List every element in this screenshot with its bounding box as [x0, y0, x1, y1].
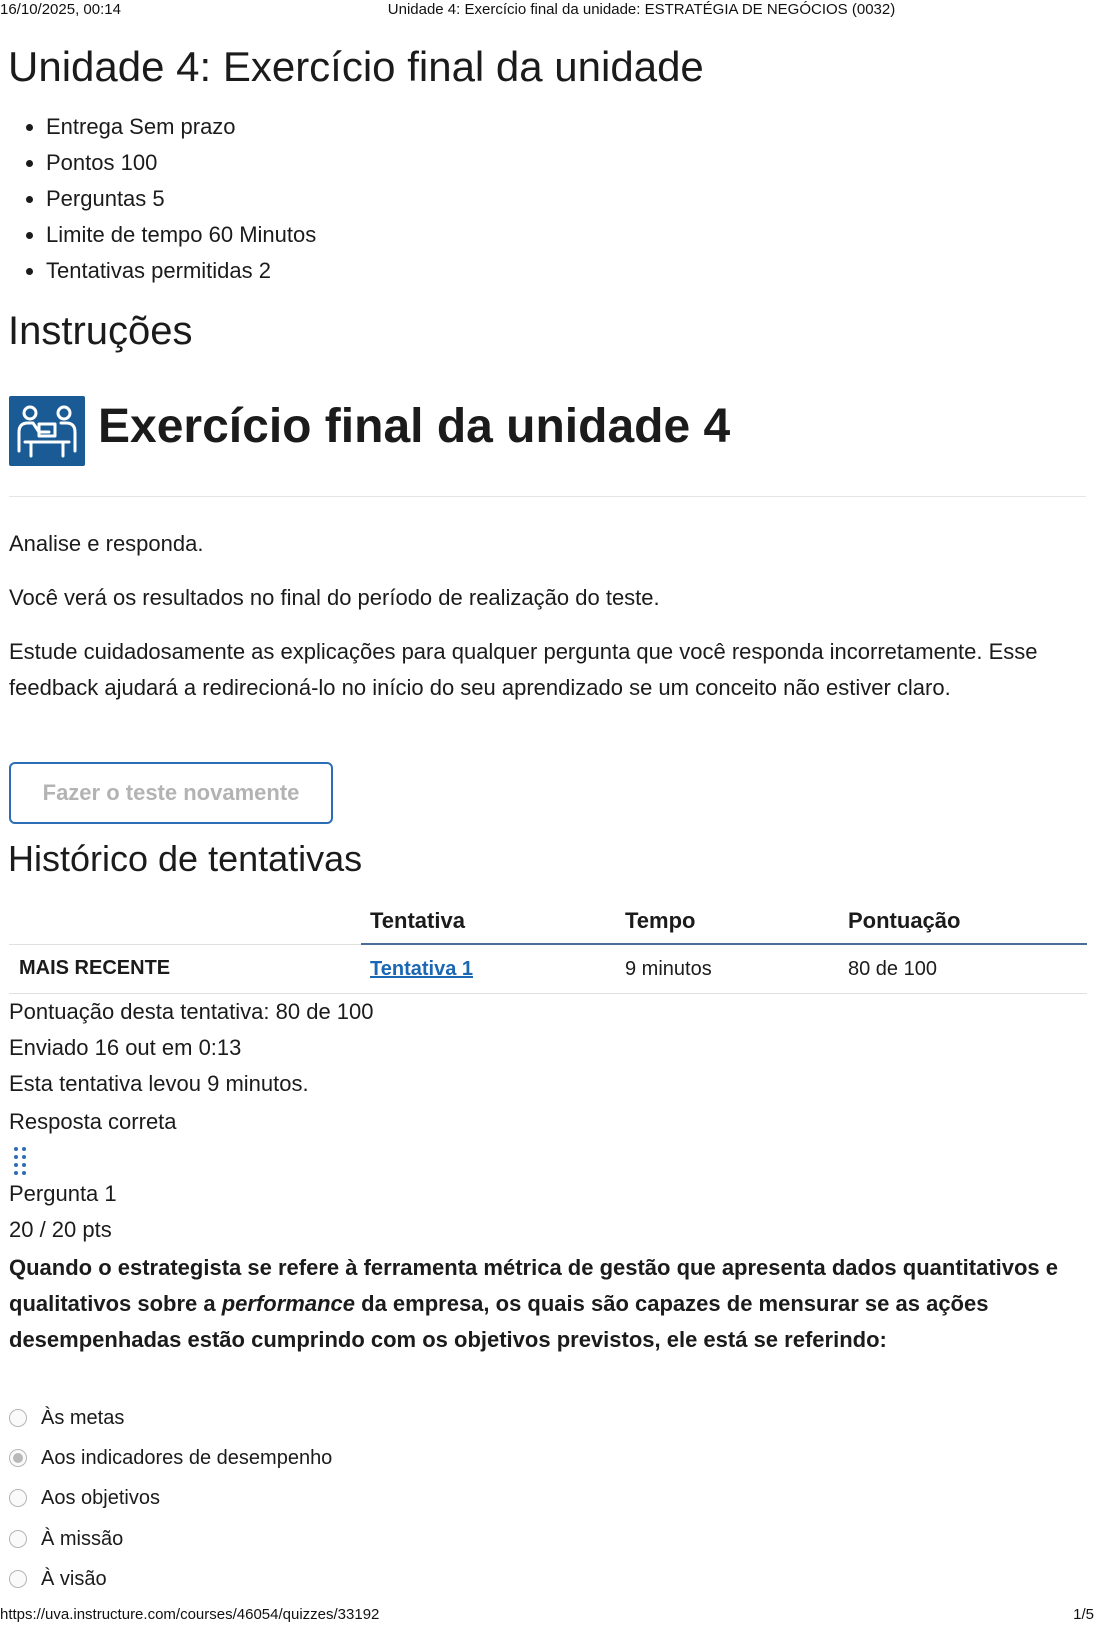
column-header-attempt: Tentativa	[361, 899, 616, 944]
answer-option[interactable]	[9, 1524, 123, 1554]
detail-time-limit: • Limite de tempo 60 Minutos	[46, 217, 316, 253]
row-label: MAIS RECENTE	[9, 944, 361, 994]
answer-status: Resposta correta	[9, 1109, 177, 1134]
question-text-end: da empresa, os quais são capazes de mensurar se as ações desempenhadas estão cumprindo com os objetivos previstos, ele está se referindo:	[9, 1291, 989, 1352]
table-row	[9, 944, 1087, 994]
answer-option-label: Aos indicadores de desempenho	[41, 1446, 333, 1469]
detail-due: • Entrega Sem prazo	[46, 109, 316, 145]
table-header-row	[9, 899, 1087, 944]
print-datetime: 16/10/2025, 00:14	[0, 1, 121, 18]
question-text-start: Quando o estrategista se refere à ferramenta métrica de gestão que apresenta dados quantitativos e qualitativos sobre a	[9, 1255, 1059, 1316]
radio-button[interactable]	[9, 1530, 27, 1548]
retake-quiz-button[interactable]: Fazer o teste novamente	[9, 762, 333, 824]
attempt-link-cell	[361, 944, 616, 994]
answer-option-label: À visão	[41, 1567, 107, 1590]
answer-option[interactable]	[9, 1564, 107, 1594]
instruction-paragraph-3: Estude cuidadosamente as explicações para qualquer pergunta que você responda incorretamente. Esse feedback ajudará a redirecioná-lo no início do seu aprendizado se um conceito não estiver claro.	[9, 639, 1038, 700]
answer-option[interactable]	[9, 1483, 160, 1513]
person-at-desk-icon	[9, 396, 85, 466]
question-text-emphasis: performance	[221, 1291, 356, 1316]
quiz-details-list	[20, 109, 316, 289]
answer-option-label: Aos objetivos	[41, 1486, 160, 1509]
print-page-number: 1/5	[1073, 1606, 1094, 1623]
answer-option-label: À missão	[41, 1527, 124, 1550]
drag-handle-icon	[12, 1146, 28, 1176]
instruction-paragraph-1: Analise e responda.	[9, 531, 204, 556]
history-heading: Histórico de tentativas	[8, 838, 363, 879]
question-label: Pergunta 1	[9, 1181, 117, 1206]
answer-option[interactable]	[9, 1403, 124, 1433]
attempt-history-table	[9, 899, 1087, 994]
attempt-score-line: Pontuação desta tentativa: 80 de 100	[9, 999, 374, 1024]
column-header-time: Tempo	[616, 899, 839, 944]
column-header-score: Pontuação	[839, 899, 1087, 944]
detail-points: • Pontos 100	[46, 145, 316, 181]
instruction-paragraph-2: Você verá os resultados no final do período de realização do teste.	[9, 585, 660, 610]
print-url: https://uva.instructure.com/courses/46054/quizzes/33192	[0, 1606, 380, 1623]
radio-button[interactable]	[9, 1489, 27, 1507]
submitted-line: Enviado 16 out em 0:13	[9, 1035, 242, 1060]
instructions-heading: Instruções	[8, 309, 193, 353]
question-points: 20 / 20 pts	[9, 1217, 112, 1242]
answer-option-label: Às metas	[41, 1406, 125, 1429]
question-text	[9, 1250, 1087, 1358]
banner-title: Exercício final da unidade 4	[98, 400, 731, 453]
radio-button[interactable]	[9, 1409, 27, 1427]
detail-questions: • Perguntas 5	[46, 181, 316, 217]
detail-attempts: • Tentativas permitidas 2	[46, 253, 316, 289]
attempt-link[interactable]: Tentativa 1	[370, 957, 473, 980]
print-page-title: Unidade 4: Exercício final da unidade: ESTRATÉGIA DE NEGÓCIOS (0032)	[387, 1, 896, 18]
attempt-score: 80 de 100	[839, 944, 1087, 994]
page-title: Unidade 4: Exercício final da unidade	[8, 43, 704, 90]
answer-option-selected[interactable]	[9, 1443, 332, 1473]
radio-button-selected[interactable]	[9, 1449, 27, 1467]
column-header-label	[9, 899, 361, 944]
divider	[9, 496, 1086, 497]
radio-button[interactable]	[9, 1570, 27, 1588]
duration-line: Esta tentativa levou 9 minutos.	[9, 1071, 309, 1096]
attempt-time: 9 minutos	[616, 944, 839, 994]
